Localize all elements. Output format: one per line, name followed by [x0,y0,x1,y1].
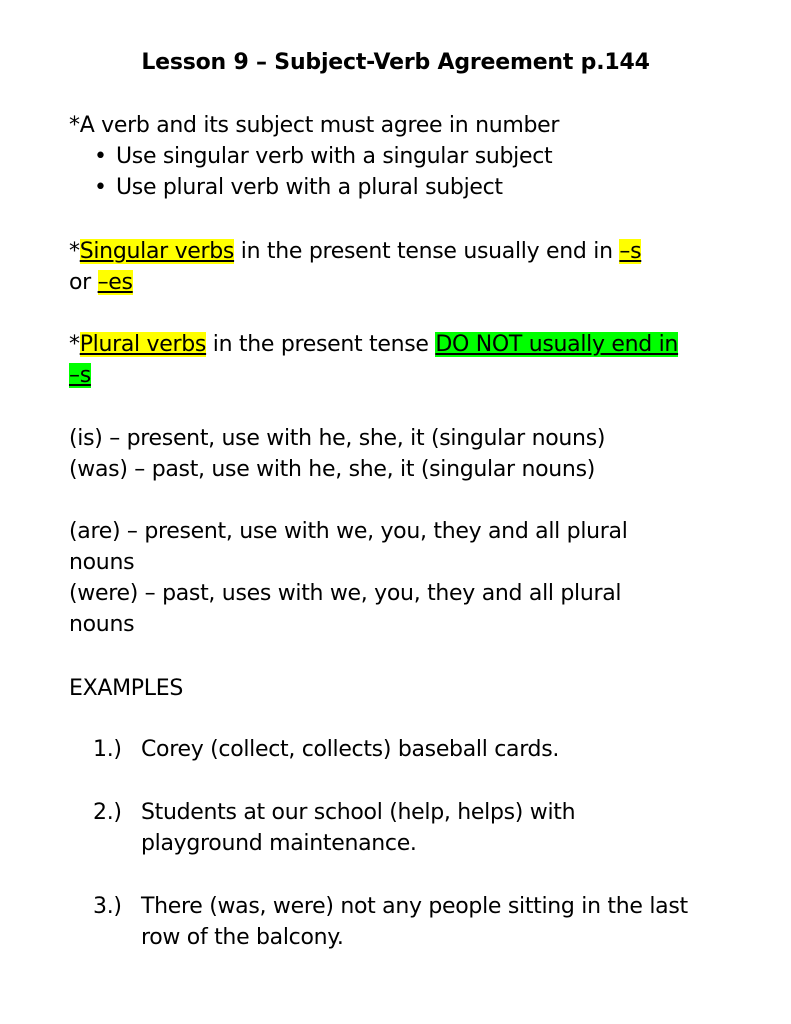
ending-s: –s [619,239,642,264]
example-text: Students at our school (help, helps) with [141,800,576,825]
example-number: 1.) [93,737,122,762]
be-form-line: nouns [69,612,135,637]
do-not-highlight: DO NOT usually end in [435,332,679,357]
singular-rule-text: in the present tense usually end in [234,239,620,264]
page-title: Lesson 9 – Subject-Verb Agreement p.144 [141,50,650,75]
be-form-line: (were) – past, uses with we, you, they and all plural [69,581,622,606]
example-text: playground maintenance. [141,831,417,856]
ending-s: –s [69,363,91,388]
example-text: row of the balcony. [141,925,344,950]
example-text: There (was, were) not any people sitting in the last [141,894,688,919]
bullet-icon: • [94,144,107,169]
be-form-line: (was) – past, use with he, she, it (singular nouns) [69,457,596,482]
or-text: or [69,270,98,295]
bullet-item [94,141,552,172]
plural-rule-continued [69,360,91,391]
example-text: Corey (collect, collects) baseball cards. [141,737,560,762]
be-form-line: nouns [69,550,135,575]
example-number: 2.) [93,800,122,825]
ending-es: –es [97,270,133,295]
bullet-text: Use plural verb with a plural subject [116,175,503,200]
plural-rule-text: in the present tense [206,332,436,357]
example-number: 3.) [93,894,122,919]
star-marker: * [69,332,80,357]
singular-rule-continued [69,267,133,298]
bullet-item [94,172,503,203]
bullet-text: Use singular verb with a singular subject [116,144,553,169]
plural-verbs-term: Plural verbs [79,332,207,357]
singular-verbs-term: Singular verbs [79,239,235,264]
plural-rule [69,329,678,360]
singular-rule [69,236,641,267]
be-form-line: (are) – present, use with we, you, they and all plural [69,519,628,544]
bullet-icon: • [94,175,107,200]
be-form-line: (is) – present, use with he, she, it (singular nouns) [69,426,606,451]
star-marker: * [69,239,80,264]
examples-heading: EXAMPLES [69,676,183,701]
rule-text: *A verb and its subject must agree in number [69,113,560,138]
